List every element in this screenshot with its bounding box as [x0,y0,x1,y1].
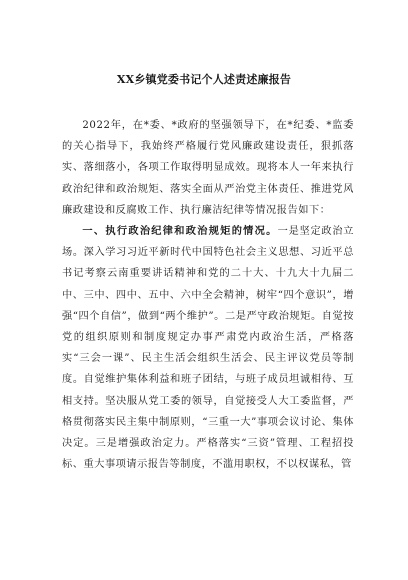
section-1-heading: 一、执行政治纪律和政治规矩的情况。 [82,225,278,238]
document-body [62,115,354,475]
section-1-text: 一是坚定政治立场。深入学习习近平新时代中国特色社会主义思想、习近平总书记考察云南重要讲话精神和党的二十大、十九大十九届二中、三中、四中、五中、六中全会精神，树牢“四个意识”，增强“四个自信”，做到“两个维护”。二是严守政治规矩。自觉按党的组织原则和制度规定办事严肃党内政治生活，严格落实“三会一课”、民主生活会组织生活会、民主评议党员等制度。自觉维护集体利益和班子团结，与班子成员坦诚相待、互相支持。坚决服从党工委的领导，自觉接受人大工委监督，严格贯彻落实民主集中制原则，“三重一大”事项会议讨论、集体决定。三是增强政治定力。严格落实“三资”管理、工程招投标、重大事项请示报告等制度，不滥用职权，不以权谋私，管 [62,226,354,471]
section-1-paragraph [62,221,354,475]
intro-paragraph: 2022年，在*委、*政府的坚强领导下，在*纪委、*监委的关心指导下，我始终严格履行党风廉政建设责任，狠抓落实、落细落小，各项工作取得明显成效。现将本人一年来执行政治纪律和政治规矩、落实全面从严治党主体责任、推进党风廉政建设和反腐败工作、执行廉洁纪律等情况报告如下： [62,120,354,216]
document-title: XX乡镇党委书记个人述责述廉报告 [116,73,292,86]
